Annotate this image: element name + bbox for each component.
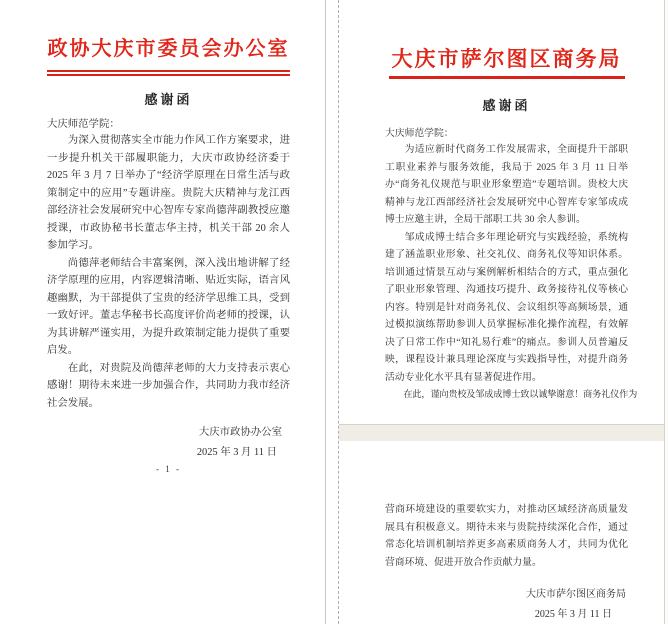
right-salutation: 大庆师范学院： — [385, 128, 454, 139]
letter-paragraph: 为适应新时代商务工作发展需求，全面提升干部职工职业素养与服务效能，我局于 2025 年 3 月 11 日举办“商务礼仪规范与职业形象塑造”专题培训。贵校大庆精神与龙江西部经济社会发展研究中心智库专家邹成成博士应邀主讲，全局干部职工共 30 余人参训。 — [385, 144, 628, 225]
right-letterhead-wrap — [385, 46, 628, 79]
right-letter-page-1 — [339, 0, 664, 424]
right-letterhead-title: 大庆市萨尔图区商务局 — [389, 46, 625, 79]
right-letter-subject: 感谢函 — [482, 98, 531, 113]
left-letter-subject: 感谢函 — [144, 92, 193, 107]
letter-paragraph: 在此，对贵院及尚德萍老师的大力支持表示衷心感谢！期待未来进一步加强合作，共同助力我市经济社会发展。 — [47, 362, 290, 409]
right-letter-page-2 — [339, 441, 664, 624]
letterhead-double-rule — [47, 70, 290, 76]
left-signature: 大庆市政协办公室 — [198, 427, 282, 438]
letter-paragraph: 邹成成博士结合多年理论研究与实践经验，系统构建了涵盖职业形象、社交礼仪、商务礼仪等知识体系。培训通过情景互动与案例解析相结合的方式，重点强化了职业形象管理、沟通技巧提升、政务接待礼仪等核心内容。特别是针对商务礼仪、会议组织等高频场景，通过模拟演练帮助参训人员掌握标准化操作流程，有效解决了日常工作中“知礼易行难”的痛点。参训人员普遍反映，课程设计兼具理论深度与实践指导性，对提升商务活动专业化水平具有显著促进作用。 — [385, 231, 628, 383]
right-page2-continuation: 营商环境建设的重要软实力，对推动区域经济高质量发展具有积极意义。期待未来与贵院持续深化合作，通过常态化培训机制培养更多高素质商务人才，共同为优化营商环境、促进开放合作贡献力量。 — [385, 504, 628, 568]
letter-paragraph: 尚德萍老师结合丰富案例，深入浅出地讲解了经济学原理的应用，内容逻辑清晰、贴近实际，语言风趣幽默，为干部提供了宝贵的经济学思维工具，受到一致好评。董志华秘书长高度评价尚老师的授课，认为其讲解严谨实用，为提升政策制定能力提供了重要启发。 — [47, 257, 290, 356]
right-page1-last-line: 在此，谨向贵校及邹成成博士致以诚挚谢意！商务礼仪作为 — [403, 389, 638, 399]
right-letter-body — [385, 141, 628, 386]
right-page-edge — [664, 0, 668, 624]
page-gap-band — [339, 424, 664, 441]
left-salutation: 大庆师范学院： — [47, 119, 120, 130]
left-letter-body — [47, 132, 290, 412]
left-letterhead-title: 政协大庆市委员会办公室 — [47, 38, 290, 60]
left-page-number: - 1 - — [156, 464, 181, 474]
left-letter-page — [0, 0, 326, 624]
letter-paragraph: 为深入贯彻落实全市能力作风工作方案要求，进一步提升机关干部履职能力，大庆市政协经济委于 2025 年 3 月 7 日举办了“经济学原理在日常生活与政策制定中的应用”专题讲座。贵院大庆精神与龙江西部经济社会发展研究中心智库专家尚德萍副教授应邀授课，市政协秘书长董志华主持，机关干部 20 余人参加学习。 — [47, 135, 290, 251]
left-date: 2025 年 3 月 11 日 — [196, 447, 277, 458]
right-signature: 大庆市萨尔图区商务局 — [526, 589, 626, 600]
right-letter-column — [339, 0, 664, 624]
right-date: 2025 年 3 月 11 日 — [534, 609, 612, 620]
